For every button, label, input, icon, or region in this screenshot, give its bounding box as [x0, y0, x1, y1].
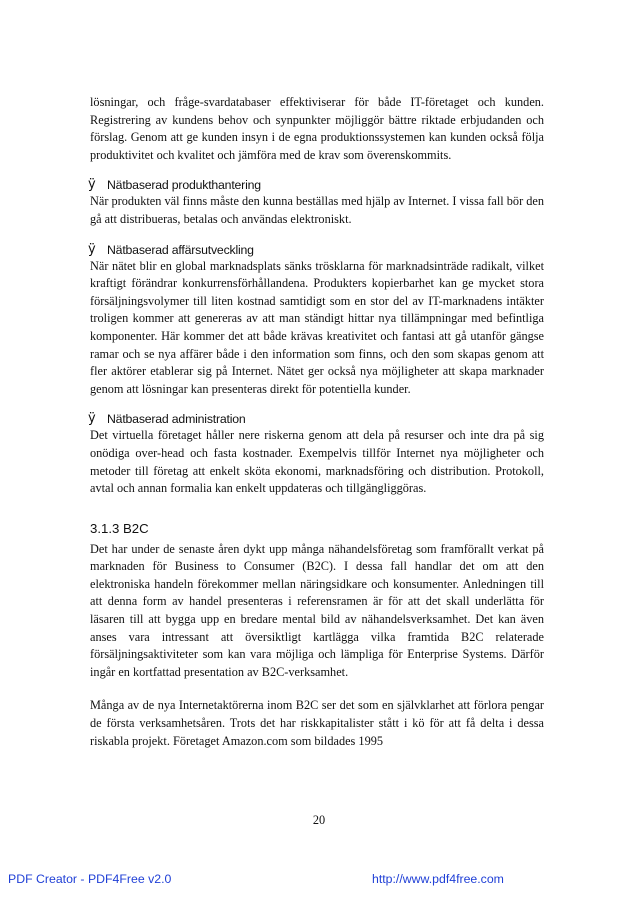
bullet-icon: ÿ — [88, 411, 96, 427]
footer-url-link[interactable]: http://www.pdf4free.com — [372, 872, 504, 886]
bullet-item-administration — [90, 411, 544, 497]
intro-paragraph: lösningar, och fråge-svardatabaser effektiviserar för både IT-företaget och kunden. Registrering av kundens behov och synpunkter möjliggör bättre riktade erbjudanden och förslag. Genom att ge kunden insyn i de egna produktionssystemen kan kunden också följa produktivitet och kvalitet och jämföra med de krav som överenskommits. — [90, 95, 544, 162]
footer-creator-text: PDF Creator - PDF4Free v2.0 — [8, 872, 172, 886]
bullet-item-produkthantering — [90, 177, 544, 228]
bullet-body: Det virtuella företaget håller nere riskerna genom att dela på resurser och inte dra på sig onödiga over-head och fasta kostnader. Exempelvis tillför Internet nya möjligheter och metoder till företag att enkelt sköta ekonomi, marknadsföring och distribution. Protokoll, avtal och annan formalia kan enkelt uppdateras och tillgängliggöras. — [90, 428, 544, 496]
bullet-heading: Nätbaserad affärsutveckling — [107, 242, 254, 257]
section-title: B2C — [123, 520, 149, 536]
bullet-heading: Nätbaserad produkthantering — [107, 178, 261, 193]
section-number: 3.1.3 — [90, 520, 120, 536]
bullet-body: När produkten väl finns måste den kunna beställas med hjälp av Internet. I vissa fall bör den gå att distribueras, betalas och användas elektroniskt. — [90, 194, 544, 226]
section-paragraph: Många av de nya Internetaktörerna inom B2C ser det som en självklarhet att förlora pengar de första verksamhetsåren. Trots det har riskkapitalister stått i kö för att få delta i dessa riskabla projekt. Företaget Amazon.com som bildades 1995 — [90, 698, 544, 748]
bullet-heading: Nätbaserad administration — [107, 412, 246, 427]
bullet-item-affarsutveckling — [90, 242, 544, 399]
section-heading — [90, 520, 544, 537]
document-page — [90, 94, 544, 750]
bullet-body: När nätet blir en global marknadsplats sänks trösklarna för marknadsinträde radikalt, vilket kraftigt förändrar konkurrensförhållandena. Produkters kopierbarhet kan ge mycket stora försäljningsvolymer till liten kostnad samtidigt som en stor del av IT-marknadens intäkter troligen kommer att genereras av att man ständigt hittar nya tillämpningar med befintliga komponenter. Här kommer det att både krävas kreativitet och fantasi att gå utanför gängse ramar och se nya affärer både i den information som finns, och den som skapas genom att fler aktörer etablerar sig på Internet. Nätet ger också nya möjligheter att skapa marknader genom att lösningar kan presenteras direkt för potentiella kunder. — [90, 258, 544, 396]
bullet-icon: ÿ — [88, 241, 96, 257]
section-paragraph: Det har under de senaste åren dykt upp många nähandelsföretag som framförallt verkat på marknaden för Business to Consumer (B2C). I dessa fall handlar det om att den elektroniska handeln förekommer mellan näringsidkare och konsumenter. Anledningen till att denna form av handel presenteras i referensramen är för att det skall underlätta för läsaren till att bygga upp en bredare mental bild av nähandelsverksamhet. Det kan även anses vara intressant att översiktligt kartlägga vilka framtida B2C relaterade försäljningsaktiviteter som kan vara möjliga och lämpliga för Enterprise Systems. Därför ingår en kortfattad presentation av B2C-verksamhet. — [90, 541, 544, 679]
bullet-icon: ÿ — [88, 177, 96, 193]
page-number: 20 — [312, 813, 326, 827]
